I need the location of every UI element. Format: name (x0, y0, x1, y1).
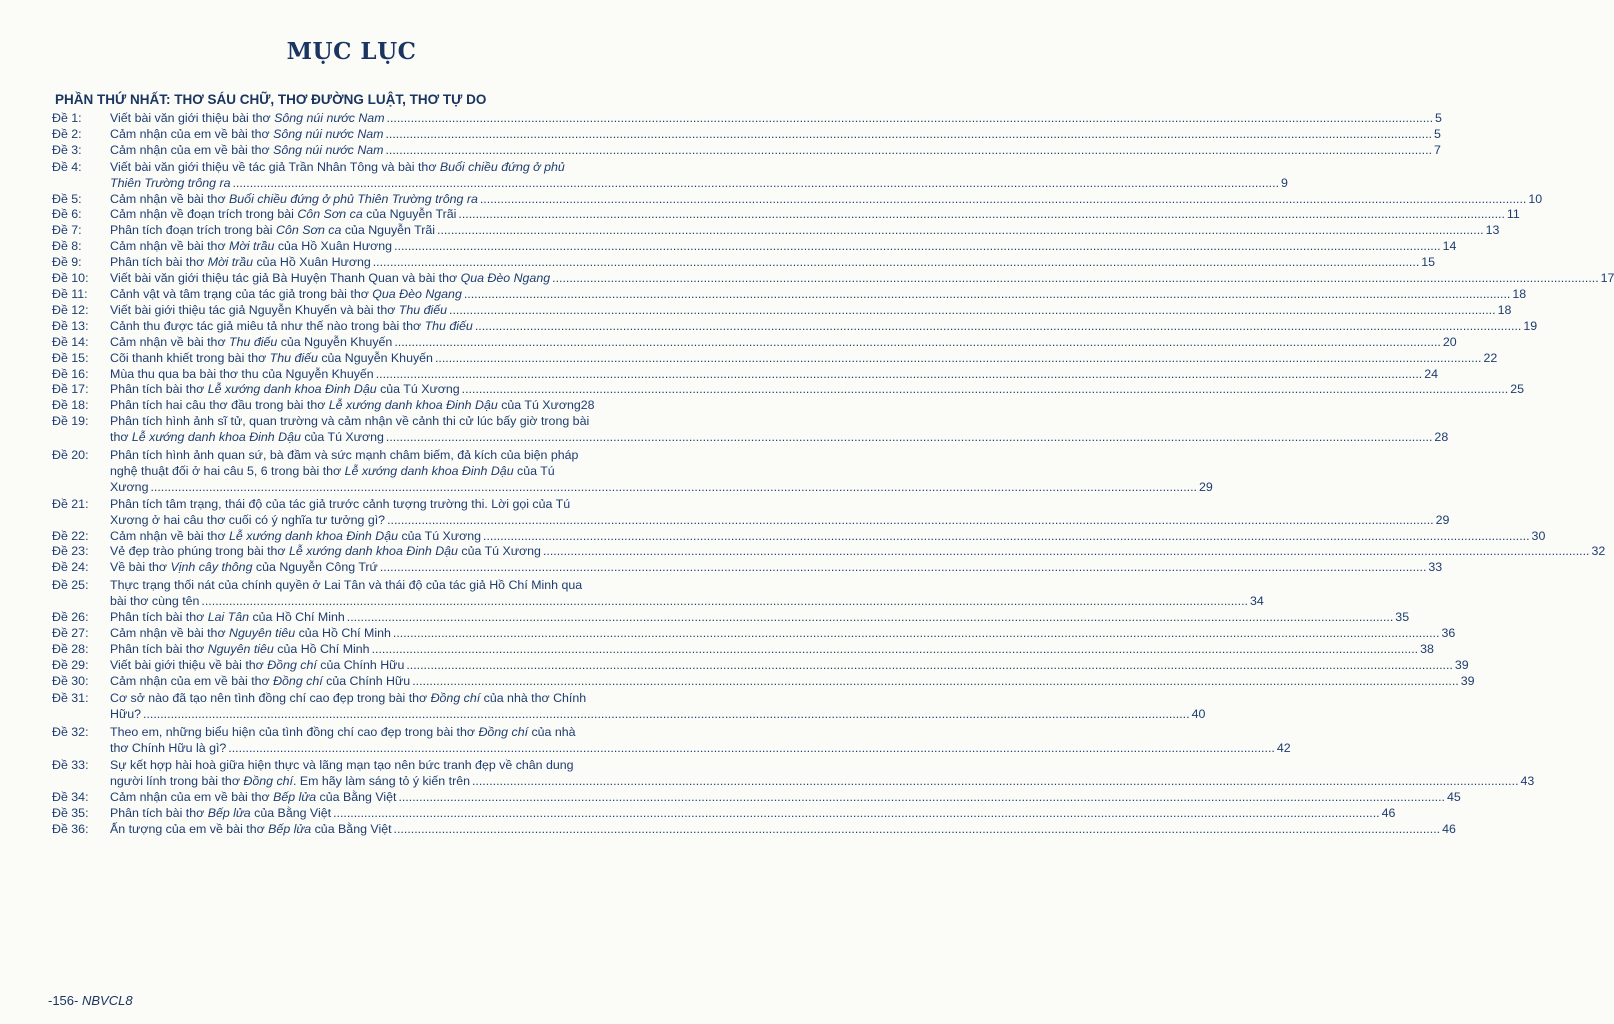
entry-title: Cảm nhận về bài thơ Thu điếu của Nguyễn Khuyến (110, 334, 393, 349)
entry-title: Vẻ đẹp trào phúng trong bài thơ Lễ xướng danh khoa Đinh Dậu của Tú Xương (110, 544, 541, 559)
toc-entry[interactable] (52, 414, 1449, 446)
toc-entry[interactable] (52, 271, 1614, 287)
entry-title: Mùa thu qua ba bài thơ thu của Nguyễn Khuyến (110, 366, 374, 381)
entry-number: Đề 35: (52, 805, 89, 820)
dot-leader (376, 367, 1423, 383)
toc-entry[interactable] (52, 626, 1456, 642)
entry-title: Phân tích hai câu thơ đầu trong bài thơ Lễ xướng danh khoa Đinh Dậu của Tú Xương28 (110, 398, 595, 413)
entry-number: Đề 16: (52, 366, 89, 381)
footer-book-code: NBVCL8 (81, 993, 133, 1008)
dot-leader (373, 255, 1420, 271)
entry-number: Đề 34: (52, 790, 89, 805)
toc-entry[interactable] (52, 610, 1410, 626)
entry-number: Đề 9: (52, 255, 82, 270)
toc-entry[interactable] (52, 725, 1291, 757)
toc-entry[interactable] (52, 690, 1206, 723)
entry-title: Cảnh vật và tâm trạng của tác giả trong bài thơ Qua Đèo Ngang (110, 286, 462, 301)
dot-leader (393, 626, 1440, 642)
toc-entry[interactable] (52, 350, 1498, 367)
entry-page-number: 18 (1497, 302, 1512, 317)
dot-leader (464, 287, 1511, 303)
toc-entry[interactable] (52, 758, 1535, 790)
entry-title: Phân tích bài thơ Nguyên tiêu của Hồ Chí Minh (110, 641, 370, 656)
entry-page-number: 34 (1249, 594, 1264, 609)
entry-title: Viết bài văn giới thiệu về tác giả Trần Nhân Tông và bài thơ Buổi chiều đứng ở phủ (110, 159, 565, 174)
entry-number: Đề 17: (52, 382, 89, 397)
entry-title: Phân tích bài thơ Lai Tân của Hồ Chí Minh (110, 610, 345, 625)
entry-page-number: 10 (1528, 191, 1543, 206)
entry-number: Đề 23: (52, 544, 89, 559)
entry-page-number: 18 (1512, 286, 1527, 301)
toc-entry[interactable] (52, 673, 1475, 690)
entry-title: người lính trong bài thơ Đồng chí. Em hãy làm sáng tỏ ý kiến trên (110, 774, 470, 789)
entry-title: Cảm nhận về bài thơ Lễ xướng danh khoa Đinh Dậu của Tú Xương (110, 528, 482, 543)
toc-entry[interactable] (52, 318, 1538, 335)
toc-entry[interactable] (52, 382, 1524, 398)
dot-leader (232, 176, 1279, 192)
toc-entry[interactable] (52, 398, 684, 414)
entry-number: Đề 4: (52, 159, 82, 174)
toc-entry[interactable] (52, 111, 1442, 127)
dot-leader (543, 544, 1590, 560)
entry-title: Cảm nhận của em về bài thơ Sông núi nước Nam (110, 142, 384, 157)
table-of-contents (52, 111, 1614, 838)
entry-page-number: 20 (1442, 334, 1457, 349)
entry-page-number: 38 (1420, 641, 1434, 656)
entry-title: Phân tích đoạn trích trong bài Côn Sơn ca của Nguyễn Trãi (110, 223, 436, 238)
entry-number: Đề 5: (52, 191, 82, 206)
entry-page-number: 42 (1276, 741, 1291, 756)
entry-title: Xương ở hai câu thơ cuối có ý nghĩa tư tưởng gì? (110, 512, 386, 527)
entry-page-number: 17 (1600, 271, 1614, 286)
entry-page-number: 14 (1442, 239, 1457, 254)
toc-entry[interactable] (52, 159, 1288, 192)
toc-entry[interactable] (52, 207, 1520, 223)
dot-leader (483, 529, 1530, 545)
toc-entry[interactable] (52, 286, 1527, 303)
entry-page-number: 30 (1531, 528, 1546, 543)
entry-page-number: 11 (1506, 207, 1520, 222)
entry-page-number: 39 (1460, 673, 1475, 688)
entry-title: Cảm nhận của em về bài thơ Sông núi nước Nam (110, 126, 384, 141)
dot-leader (380, 560, 1427, 576)
entry-number: Đề 33: (52, 758, 89, 773)
entry-page-number: 7 (1434, 142, 1441, 157)
dot-leader (437, 223, 1484, 239)
entry-page-number: 5 (1435, 111, 1442, 125)
entry-title: Sự kết hợp hài hoà giữa hiện thực và lãng mạn tạo nên bức tranh đẹp về chân dung (110, 758, 574, 773)
dot-leader (449, 303, 1496, 319)
entry-number: Đề 1: (52, 111, 82, 125)
entry-number: Đề 3: (52, 142, 82, 157)
toc-entry[interactable] (52, 496, 1450, 529)
entry-title: Cảnh thu được tác giả miêu tả như thế nào trong bài thơ Thu điếu (110, 318, 473, 333)
entry-page-number: 40 (1191, 706, 1206, 721)
toc-entry[interactable] (52, 126, 1441, 143)
entry-title: nghệ thuật đối ở hai câu 5, 6 trong bài thơ Lễ xướng danh khoa Đinh Dậu của Tú (110, 463, 555, 478)
entry-title: Cảm nhận về bài thơ Buổi chiều đứng ở phủ Thiên Trường trông ra (110, 191, 478, 206)
toc-entry[interactable] (52, 255, 1436, 271)
entry-number: Đề 29: (52, 657, 89, 672)
entry-title: thơ Chính Hữu là gì? (110, 741, 227, 756)
dot-leader (406, 658, 1453, 674)
toc-entry[interactable] (52, 544, 1606, 560)
page-footer (48, 993, 133, 1008)
entry-title: Viết bài giới thiệu tác giả Nguyễn Khuyến và bài thơ Thu điếu (110, 302, 448, 317)
toc-entry[interactable] (52, 657, 1469, 674)
toc-entry[interactable] (52, 302, 1512, 319)
toc-entry[interactable] (52, 528, 1546, 545)
entry-title: Cảm nhận của em về bài thơ Đồng chí của Chính Hữu (110, 673, 411, 688)
entry-number: Đề 31: (52, 690, 89, 705)
entry-title: Xương (110, 479, 149, 494)
entry-number: Đề 26: (52, 610, 89, 625)
toc-entry[interactable] (52, 790, 1461, 806)
entry-title: Thiên Trường trông ra (110, 175, 231, 190)
entry-page-number: 15 (1421, 255, 1436, 270)
entry-number: Đề 15: (52, 350, 89, 365)
footer-page-number: -156- (48, 993, 79, 1008)
entry-number: Đề 32: (52, 725, 89, 740)
entry-number: Đề 21: (52, 496, 89, 511)
entry-title: Cơ sở nào đã tạo nên tình đồng chí cao đẹp trong bài thơ Đồng chí của nhà thơ Chính (110, 690, 587, 705)
entry-title: Phân tích hình ảnh sĩ tử, quan trường và cảm nhận về cảnh thi cử lúc bấy giờ trong bài (110, 414, 590, 429)
entry-title: Phân tích bài thơ Lễ xướng danh khoa Đinh Dậu của Tú Xương (110, 382, 460, 397)
toc-entry[interactable] (52, 641, 1434, 658)
entry-page-number: 19 (1523, 318, 1538, 333)
dot-leader (394, 239, 1441, 255)
toc-entry[interactable] (52, 805, 1396, 822)
entry-number: Đề 10: (52, 271, 89, 286)
entry-number: Đề 20: (52, 448, 89, 463)
dot-leader (347, 610, 1394, 626)
entry-page-number: 13 (1485, 223, 1500, 238)
toc-entry[interactable] (52, 239, 1457, 255)
entry-page-number: 29 (1435, 512, 1450, 527)
entry-title: Cõi thanh khiết trong bài thơ Thu điếu của Nguyễn Khuyến (110, 350, 433, 365)
entry-page-number: 46 (1442, 821, 1456, 836)
entry-number: Đề 36: (52, 821, 89, 836)
entry-title: Cảm nhận của em về bài thơ Bếp lửa của Bằng Việt (110, 790, 397, 805)
entry-number: Đề 11: (52, 286, 88, 301)
dot-leader (385, 143, 1432, 159)
entry-title: Cảm nhận về bài thơ Nguyên tiêu của Hồ Chí Minh (110, 626, 391, 640)
entry-title: Cảm nhận về bài thơ Mời trầu của Hồ Xuân Hương (110, 239, 393, 254)
dot-leader (228, 741, 1275, 757)
entry-number: Đề 8: (52, 239, 82, 254)
entry-number: Đề 13: (52, 318, 89, 333)
entry-number: Đề 30: (52, 673, 89, 688)
section-heading: PHẦN THỨ NHẤT: THƠ SÁU CHỮ, THƠ ĐƯỜNG LUẬT, THƠ TỰ DO (55, 92, 487, 107)
toc-entry[interactable] (52, 821, 1456, 838)
entry-number: Đề 2: (52, 126, 82, 141)
entry-title: Cảm nhận về đoạn trích trong bài Côn Sơn ca của Nguyễn Trãi (110, 207, 457, 222)
entry-title: Phân tích bài thơ Mời trầu của Hồ Xuân Hương (110, 255, 371, 270)
entry-title: Viết bài giới thiệu về bài thơ Đồng chí của Chính Hữu (110, 657, 405, 672)
entry-page-number: 22 (1483, 350, 1498, 365)
dot-leader (398, 790, 1445, 806)
entry-title: Viết bài văn giới thiệu bài thơ Sông núi nước Nam (110, 111, 385, 125)
toc-entry[interactable] (52, 191, 1543, 208)
dot-leader (372, 642, 1419, 658)
entry-title: bài thơ cùng tên (110, 594, 200, 609)
entry-number: Đề 12: (52, 302, 89, 317)
dot-leader (386, 430, 1433, 446)
entry-title: Thực trạng thối nát của chính quyền ở Lai Tân và thái độ của tác giả Hồ Chí Minh qua (110, 578, 583, 593)
entry-page-number: 36 (1441, 626, 1456, 640)
entry-title: Phân tích bài thơ Bếp lửa của Bằng Việt (110, 805, 332, 820)
entry-title: Phân tích hình ảnh quan sứ, bà đầm và sức mạnh châm biếm, đả kích của biện pháp (110, 448, 579, 463)
toc-entry[interactable] (52, 142, 1441, 159)
entry-page-number: 43 (1520, 774, 1535, 789)
entry-page-number: 33 (1428, 560, 1443, 575)
dot-leader (462, 382, 1509, 398)
toc-entry[interactable] (52, 578, 1264, 610)
toc-entry[interactable] (52, 560, 1443, 576)
dot-leader (387, 111, 1434, 127)
dot-leader (412, 674, 1459, 690)
dot-leader (150, 480, 1197, 496)
dot-leader (385, 127, 1432, 143)
entry-page-number: 25 (1510, 382, 1524, 397)
entry-title: Về bài thơ Vịnh cây thông của Nguyễn Công Trứ (110, 560, 378, 575)
entry-number: Đề 14: (52, 334, 89, 349)
entry-page-number: 45 (1447, 790, 1461, 805)
dot-leader (333, 806, 1380, 822)
entry-title: Viết bài văn giới thiệu tác giả Bà Huyện Thanh Quan và bài thơ Qua Đèo Ngang (110, 271, 551, 286)
entry-page-number: 32 (1591, 544, 1606, 559)
entry-number: Đề 19: (52, 414, 89, 429)
entry-number: Đề 27: (52, 626, 89, 640)
dot-leader (435, 351, 1482, 367)
dot-leader (480, 192, 1527, 208)
entry-number: Đề 25: (52, 578, 89, 593)
dot-leader (394, 335, 1441, 351)
page-title: MỤC LỤC (286, 38, 417, 65)
toc-entry[interactable] (52, 334, 1457, 351)
entry-page-number: 46 (1381, 805, 1396, 820)
dot-leader (458, 207, 1505, 223)
dot-leader (201, 594, 1248, 610)
toc-entry[interactable] (52, 223, 1500, 239)
entry-title: Theo em, những biểu hiện của tình đồng chí cao đẹp trong bài thơ Đồng chí của nhà (110, 725, 576, 740)
dot-leader (387, 513, 1434, 529)
entry-page-number: 29 (1199, 479, 1213, 494)
entry-number: Đề 6: (52, 207, 82, 222)
dot-leader (143, 707, 1190, 723)
entry-title: Phân tích tâm trạng, thái độ của tác giả trước cảnh tượng trường thi. Lời gọi của Tú (110, 496, 571, 511)
entry-title: thơ Lễ xướng danh khoa Đinh Dậu của Tú Xương (110, 430, 384, 445)
entry-page-number: 5 (1434, 126, 1441, 141)
toc-entry[interactable] (52, 448, 1213, 496)
entry-number: Đề 28: (52, 641, 89, 656)
entry-page-number: 39 (1454, 657, 1469, 672)
entry-page-number: 9 (1281, 175, 1288, 190)
toc-entry[interactable] (52, 366, 1439, 383)
entry-page-number: 28 (1434, 430, 1449, 445)
entry-number: Đề 24: (52, 560, 89, 575)
entry-number: Đề 22: (52, 528, 89, 543)
dot-leader (552, 271, 1599, 287)
entry-title: Hữu? (110, 706, 142, 721)
entry-title: Ấn tượng của em về bài thơ Bếp lửa của Bằng Việt (110, 821, 392, 836)
dot-leader (394, 822, 1441, 838)
entry-page-number: 24 (1424, 366, 1439, 381)
dot-leader (475, 319, 1522, 335)
dot-leader (472, 774, 1519, 790)
entry-page-number: 35 (1395, 610, 1410, 625)
entry-number: Đề 18: (52, 398, 89, 413)
entry-number: Đề 7: (52, 223, 82, 238)
